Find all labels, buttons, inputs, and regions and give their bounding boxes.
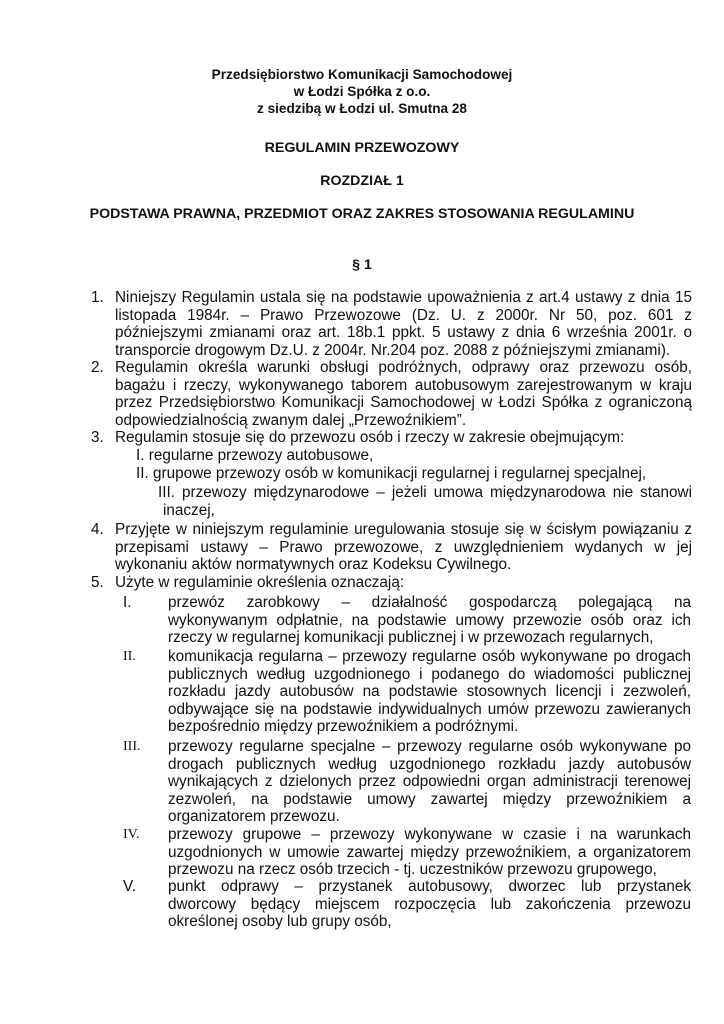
- definition-line: dworcowy będący miejscem rozpoczęcia lub zakończenia przewozu: [168, 895, 691, 913]
- list-item-line: bagażu i rzeczy, wykonywanego taborem autobusowym zarejestrowanym w kraju: [115, 376, 692, 394]
- definition-line: organizatorem przewozu.: [168, 808, 340, 826]
- list-item-line: Niniejszy Regulamin ustala się na podstawie upoważnienia z art.4 ustawy z dnia 15: [115, 289, 692, 306]
- list-item-line: transporcie drogowym Dz.U. z 2004r. Nr.204 poz. 2088 z późniejszymi zmianami).: [115, 341, 671, 359]
- list-item-number: 4.: [91, 521, 104, 538]
- company-city: w Łodzi Spółka z o.o.: [293, 84, 431, 99]
- scope-subitem: III. przewozy międzynarodowe – jeżeli umowa międzynarodowa nie stanowi: [158, 484, 692, 501]
- document-title: REGULAMIN PRZEWOZOWY: [264, 140, 460, 156]
- definition-line: uzgodnionych w umowie zawartej między przewoźnikiem, a organizatorem: [168, 843, 691, 861]
- definition-number: V.: [123, 878, 137, 895]
- definition-line: punkt odprawy – przystanek autobusowy, dworzec lub przystanek: [168, 878, 691, 895]
- definition-line: bezpośrednio między przewoźnikiem a podróżnymi.: [168, 718, 519, 736]
- list-item-line: Przyjęte w niniejszym regulaminie uregulowania stosuje się w ścisłym powiązaniu z: [115, 521, 692, 538]
- definition-line: wykonywanym odpłatnie, na podstawie umowy przewozie osób oraz ich: [168, 611, 691, 629]
- definition-line: określonej osoby lub grupy osób,: [168, 913, 392, 931]
- definition-number: III.: [123, 739, 141, 754]
- list-item-line: odpowiedzialnością zwanym dalej „Przewoźnikiem”.: [115, 411, 467, 429]
- definition-line: komunikacja regularna – przewozy regularne osób wykonywane po drogach: [168, 648, 691, 665]
- definition-line: przewozy regularne specjalne – przewozy regularne osób wykonywane po: [168, 738, 691, 755]
- chapter-number: ROZDZIAŁ 1: [320, 173, 404, 189]
- list-item-line: Użyte w regulaminie określenia oznaczają:: [115, 574, 405, 591]
- list-item-line: Regulamin stosuje się do przewozu osób i rzeczy w zakresie obejmującym:: [115, 429, 625, 446]
- definition-line: rozkładu jazdy autobusów na podstawie stosownych licencji i zezwoleń,: [168, 683, 691, 701]
- scope-subitem: II. grupowe przewozy osób w komunikacji regularnej i regularnej specjalnej,: [136, 465, 647, 482]
- definition-line: przewóz zarobkowy – działalność gospodarczą polegającą na: [168, 594, 691, 611]
- definition-line: odbywające się na podstawie indywidualnych umów przewozu zawieranych: [168, 700, 691, 718]
- definition-number: II.: [123, 649, 136, 664]
- definition-line: drogach publicznych według uzgodnionego rozkładu jazdy autobusów: [168, 755, 691, 773]
- definition-number: I.: [123, 594, 132, 611]
- section-mark: § 1: [352, 257, 372, 273]
- chapter-title: PODSTAWA PRAWNA, PRZEDMIOT ORAZ ZAKRES STOSOWANIA REGULAMINU: [89, 206, 635, 222]
- list-item-line: przez Przedsiębiorstwo Komunikacji Samochodowej w Łodzi Spółka z ograniczoną: [115, 394, 692, 412]
- company-name: Przedsiębiorstwo Komunikacji Samochodowej: [211, 67, 513, 82]
- list-item-line: wykonaniu aktów normatywnych oraz Kodeksu Cywilnego.: [115, 556, 512, 574]
- list-item-number: 1.: [91, 289, 104, 306]
- list-item-line: Regulamin określa warunki obsługi podróżnych, odprawy oraz przewozu osób,: [115, 359, 692, 376]
- definition-line: zezwoleń, na podstawie umowy zawartej między przewoźnikiem a: [168, 790, 691, 808]
- list-item-line: listopada 1984r. – Prawo Przewozowe (Dz. U. z 2000r. Nr 50, poz. 601 z: [115, 306, 692, 324]
- definition-line: przewozy grupowe – przewozy wykonywane w czasie i na warunkach: [168, 826, 691, 843]
- list-item-number: 3.: [91, 429, 104, 446]
- definition-line: rzeczy w regularnej komunikacji publicznej i w przewozach regularnych,: [168, 629, 654, 647]
- list-item-line: przepisami ustawy – Prawo przewozowe, z uwzględnieniem wydanych w jej: [115, 538, 692, 556]
- company-address: z siedzibą w Łodzi ul. Smutna 28: [257, 101, 467, 116]
- definition-line: przewozu na rzecz osób trzecich - tj. uczestników przewozu grupowego,: [168, 861, 657, 879]
- scope-subitem: I. regularne przewozy autobusowe,: [136, 447, 374, 464]
- definition-line: wynikających z dzielonych przez odpowiedni organ administracji terenowej: [168, 773, 691, 791]
- list-item-line: późniejszymi zmianami oraz art. 18b.1 ppkt. 5 ustawy z dnia 6 września 2001r. o: [115, 324, 692, 342]
- list-item-number: 2.: [91, 359, 104, 376]
- scope-subitem: inaczej,: [163, 502, 215, 519]
- list-item-number: 5.: [91, 574, 104, 591]
- definition-line: publicznych według uzgodnionego i podanego do wiadomości publicznej: [168, 665, 691, 683]
- definition-number: IV.: [123, 827, 140, 842]
